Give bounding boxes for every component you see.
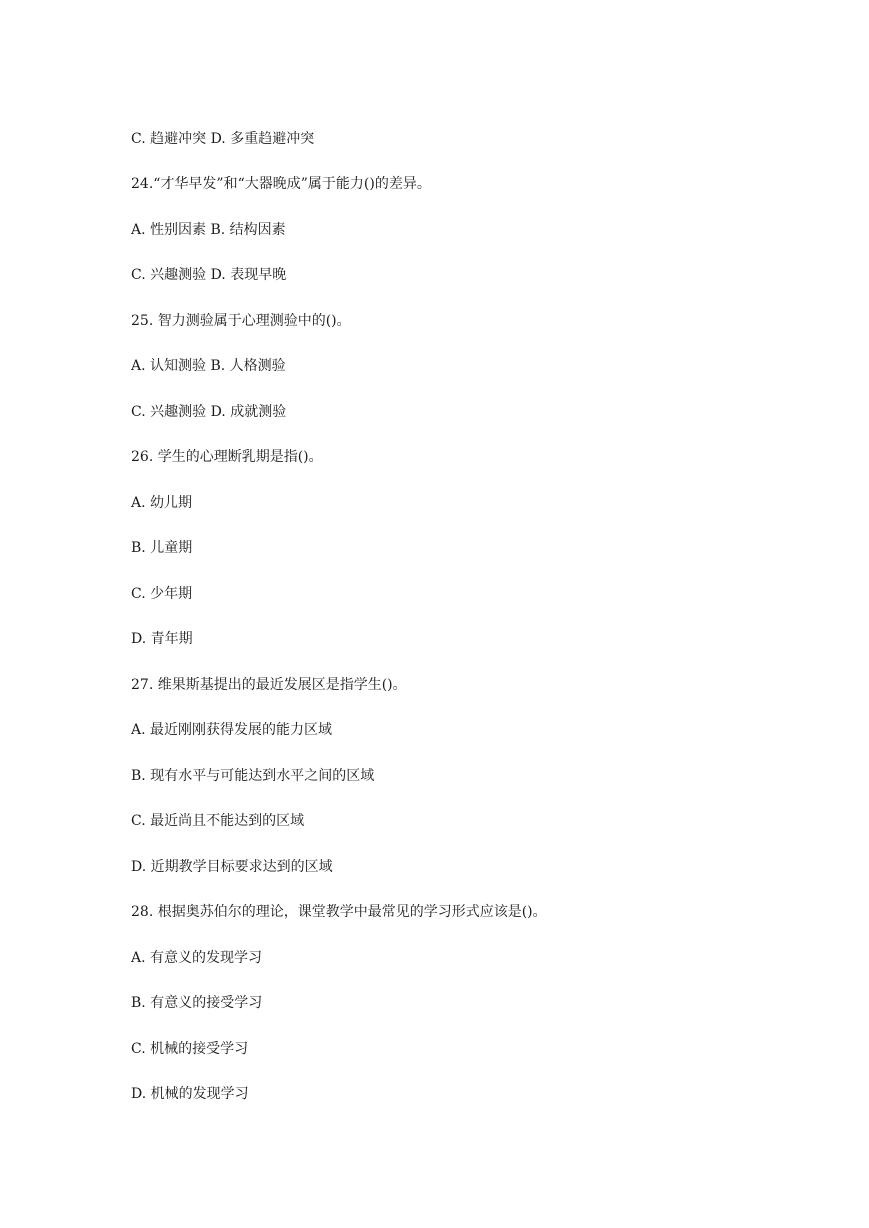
question-25: 25. 智力测验属于心理测验中的()。 — [131, 313, 351, 329]
option-line-q23-cd: C. 趋避冲突 D. 多重趋避冲突 — [131, 131, 315, 147]
option-q26-a: A. 幼儿期 — [131, 495, 193, 511]
option-line-q24-cd: C. 兴趣测验 D. 表现早晚 — [131, 267, 287, 283]
option-q28-d: D. 机械的发现学习 — [131, 1086, 249, 1102]
question-24: 24.“才华早发”和“大器晚成”属于能力()的差异。 — [131, 176, 431, 192]
option-q26-d: D. 青年期 — [131, 631, 193, 647]
option-q27-a: A. 最近刚刚获得发展的能力区域 — [131, 722, 333, 738]
option-line-q25-ab: A. 认知测验 B. 人格测验 — [131, 358, 286, 374]
question-26: 26. 学生的心理断乳期是指()。 — [131, 449, 323, 465]
option-q26-b: B. 儿童期 — [131, 540, 193, 556]
question-27: 27. 维果斯基提出的最近发展区是指学生()。 — [131, 677, 407, 693]
question-28: 28. 根据奥苏伯尔的理论，课堂教学中最常见的学习形式应该是()。 — [131, 904, 547, 920]
option-line-q24-ab: A. 性别因素 B. 结构因素 — [131, 222, 286, 238]
option-q26-c: C. 少年期 — [131, 586, 193, 602]
option-q27-c: C. 最近尚且不能达到的区域 — [131, 813, 305, 829]
option-q28-a: A. 有意义的发现学习 — [131, 950, 263, 966]
option-line-q25-cd: C. 兴趣测验 D. 成就测验 — [131, 404, 287, 420]
option-q27-d: D. 近期教学目标要求达到的区域 — [131, 859, 333, 875]
option-q28-c: C. 机械的接受学习 — [131, 1041, 249, 1057]
option-q27-b: B. 现有水平与可能达到水平之间的区域 — [131, 768, 375, 784]
option-q28-b: B. 有意义的接受学习 — [131, 995, 263, 1011]
